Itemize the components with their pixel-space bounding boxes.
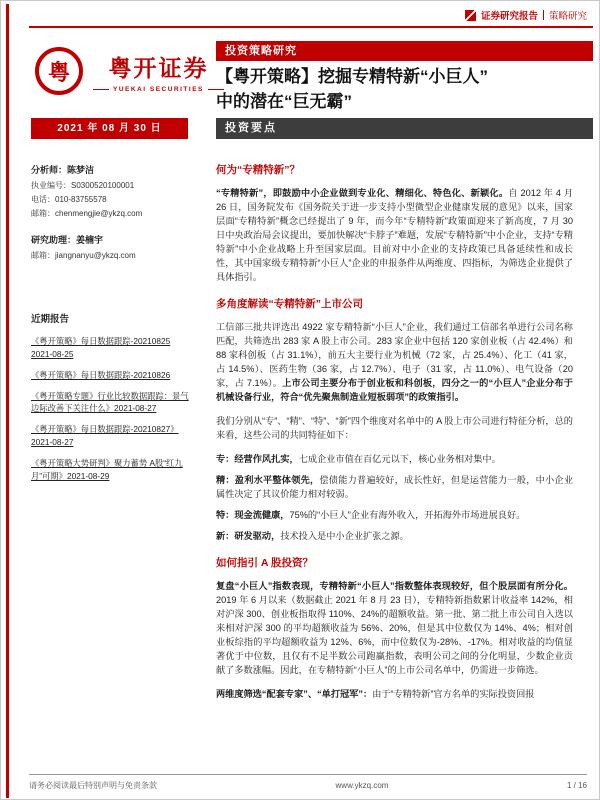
brand-text xyxy=(93,50,224,93)
item-te: 特：现金流健康，75%的“小巨人”企业有海外收入，开拓海外市场进展良好。 xyxy=(216,510,526,520)
report-category-label: 策略研究 xyxy=(548,11,587,22)
assistant-email: 邮箱：jiangnanyu@ykzq.com xyxy=(31,251,136,260)
report-link[interactable]: 《粤开策略》每日数据跟踪-20210825 2021-08-25 xyxy=(31,336,171,359)
assistant-name: 研究助理：姜楠宇 xyxy=(31,235,104,245)
analyst-phone: 电话：010-83755578 xyxy=(31,195,107,204)
item-zhuan: 专：经营作风扎实，七成企业市值在百亿元以下，核心业务相对集中。 xyxy=(216,454,501,464)
brand-name-en: YUEKAI SECURITIES xyxy=(113,85,204,93)
page-title xyxy=(216,65,593,114)
item-jing: 精：盈利水平整体领先，偿债能力普遍较好，成长性好，但是运营能力一般，中小企业属性决定了其议价能力相对较弱。 xyxy=(216,475,573,499)
footer-website: www.ykzq.com xyxy=(335,781,389,790)
brand-rule-left xyxy=(93,89,109,90)
report-link[interactable]: 《粤开策略》每日数据跟踪-20210827》2021-08-27 xyxy=(31,424,179,448)
para-listed-companies: 工信部三批共评选出 4922 家专精特新“小巨人”企业，我们通过工信部名单进行公司名称匹配，共筛选出 283 家 A 股上市公司。283 家企业中包括 120 家创业板（占 42.4%）和 88 家科创板（占 31.1%），前五大主要行业为机械（72 家，占 25.4%）、化工（41 家，占 14.5%）、医药生物（36 家，占 12.7%）、电子（31 家，占 11.0%）、电气设备（20 家，占 7.1%）。上市公司主要分布于创业板和科创板，四分之一的“小巨人”企业分布于机械设备行业，符合“优先聚焦制造业短板弱项”的政策指引。 xyxy=(216,322,573,402)
footer-page-number: 1 / 16 xyxy=(566,781,587,790)
analyst-email: 邮箱：chenmengjie@ykzq.com xyxy=(31,209,143,218)
para-four-dimensions: 我们分别从“专”、“精”、“特”、“新”四个维度对名单中的 A 股上市公司进行特征分析，总的来看，这些公司的共同特征如下： xyxy=(216,416,573,440)
heading-what-is: 何为“专精特新”？ xyxy=(216,164,300,176)
sidebar xyxy=(31,163,193,491)
heading-how-to-invest: 如何指引 A 股投资？ xyxy=(216,557,314,569)
analyst-name: 分析师：陈梦洁 xyxy=(31,165,95,175)
brand-name-cn: 粤开证券 xyxy=(108,54,209,81)
heading-multi-angle: 多角度解读“专精特新”上市公司 xyxy=(216,298,363,310)
page-title-line2: 中的潜在“巨无霸” xyxy=(216,91,352,111)
left-accent-strip xyxy=(6,4,9,798)
report-type-bar xyxy=(465,8,587,22)
header-rule xyxy=(29,26,593,28)
series-band: 投资策略研究 xyxy=(216,41,593,61)
item-xin: 新：研发驱动，技术投入是中小企业扩张之源。 xyxy=(216,531,409,541)
para-two-dimensions: 两维度筛选“配套专家”、“单打冠军”：由于“专精特新”官方名单的实际投资回报 xyxy=(216,689,535,699)
key-points-banner: 投资要点 xyxy=(216,118,593,139)
report-type-divider xyxy=(543,10,544,20)
analyst-cert-no: 执业编号：S0300520100001 xyxy=(31,181,135,190)
report-body xyxy=(216,163,573,775)
brand-name-en-row xyxy=(93,86,224,93)
report-link[interactable]: 《粤开策略专题》行业比较数据跟踪：景气边际改善下关注什么》2021-08-27 xyxy=(31,390,189,414)
recent-reports-title: 近期报告 xyxy=(31,314,70,325)
para-what-is: “专精特新”，即鼓励中小企业做到专业化、精细化、特色化、新颖化。自 2012 年 4 月 26 日，国务院发布《国务院关于进一步支持小型微型企业健康发展的意见》以来，国家层面“专精特新”概念已经提出了 9 年，而今年“专精特新”政策面迎来了新高度，7 月 30 日中央政治局会议提出，要加快解决“卡脖子”难题，发展“专精特新”中小企业，支持“专精特新”中小企业战略上升至国家层面。目前对中小企业的支持政策已具备延续性和成长性，其中国家级专精特新“小巨人”企业的申报条件从两维度、四指标，为筛选企业提供了具体指引。 xyxy=(216,188,573,282)
brand-logo xyxy=(35,47,224,95)
brand-mark-icon xyxy=(465,10,476,21)
para-index-review: 复盘“小巨人”指数表现，专精特新“小巨人”指数整体表现较好，但个股层面有所分化。2019 年 6 月以来（数据截止 2021 年 8 月 23 日），专精特新指数累计收益率 142%，相对沪深 300、创业板指取得 110%、24%的超额收益。第一批、第二批上市公司自入选以来相对沪深 300 的平均超额收益为 56%、20%，但是其中位数仅为 14%、4%；相对创业板综指的平均超额收益为 12%、6%，而中位数仅为-28%、-17%。相对收益的均值显著优于中位数，且仅有不足半数公司跑赢指数，表明公司之间的分化明显，少数企业贡献了多数涨幅。因此，在专精特新“小巨人”的上市公司名单中，仍需进一步筛选。 xyxy=(216,581,573,675)
report-link[interactable]: 《粤开策略》每日数据跟踪-20210826 xyxy=(31,369,171,380)
report-link[interactable]: 《粤开策略大势研判》聚力蓄势 A股“红九月”可期》2021-08-29 xyxy=(31,458,183,481)
brand-logo-icon: 粤 xyxy=(35,47,83,95)
page-title-line1: 【粤开策略】挖掘专精特新“小巨人” xyxy=(216,67,488,86)
report-date-badge: 2021 年 08 月 30 日 xyxy=(31,118,188,139)
page-footer xyxy=(29,774,587,791)
report-type-label: 证券研究报告 xyxy=(480,11,538,22)
footer-disclaimer: 请务必阅读最后特别声明与免责条款 xyxy=(29,781,157,790)
